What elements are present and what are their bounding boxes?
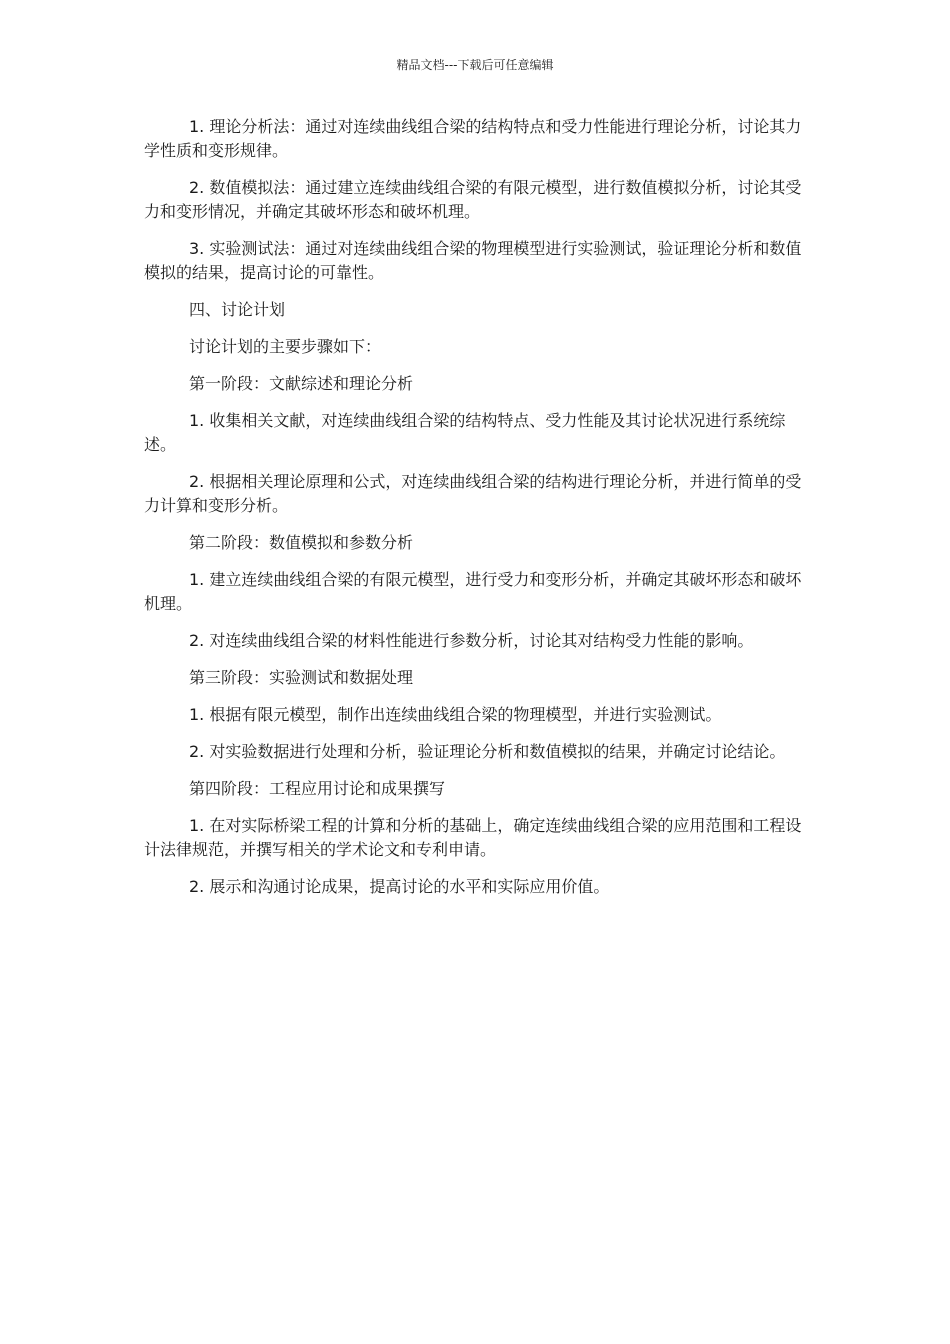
- stage-heading-1: 第一阶段：文献综述和理论分析: [189, 374, 414, 393]
- stage-heading-3: 第三阶段：实验测试和数据处理: [189, 668, 414, 687]
- stage-1-item-1: 1. 收集相关文献，对连续曲线组合梁的结构特点、受力性能及其讨论状况进行系统综述。: [144, 411, 786, 454]
- stage-2-item-1: 1. 建立连续曲线组合梁的有限元模型，进行受力和变形分析，并确定其破坏形态和破坏机理。: [144, 570, 802, 613]
- section-heading-plan: 四、讨论计划: [189, 300, 286, 319]
- page-header: 精品文档---下载后可任意编辑: [396, 58, 554, 72]
- paragraph-method-numerical: 2. 数值模拟法：通过建立连续曲线组合梁的有限元模型，进行数值模拟分析，讨论其受力和变形情况，并确定其破坏形态和破坏机理。: [144, 178, 802, 221]
- stage-heading-2: 第二阶段：数值模拟和参数分析: [189, 533, 414, 552]
- document-body: [144, 115, 804, 912]
- stage-3-item-2: 2. 对实验数据进行处理和分析，验证理论分析和数值模拟的结果，并确定讨论结论。: [189, 742, 786, 761]
- stage-2-item-2: 2. 对连续曲线组合梁的材料性能进行参数分析，讨论其对结构受力性能的影响。: [189, 631, 754, 650]
- stage-heading-4: 第四阶段：工程应用讨论和成果撰写: [189, 779, 446, 798]
- stage-4-item-1: 1. 在对实际桥梁工程的计算和分析的基础上，确定连续曲线组合梁的应用范围和工程设计法律规范，并撰写相关的学术论文和专利申请。: [144, 816, 802, 859]
- paragraph-method-theory: 1. 理论分析法：通过对连续曲线组合梁的结构特点和受力性能进行理论分析，讨论其力学性质和变形规律。: [144, 117, 802, 160]
- stage-1-item-2: 2. 根据相关理论原理和公式，对连续曲线组合梁的结构进行理论分析，并进行简单的受力计算和变形分析。: [144, 472, 802, 515]
- stage-4-item-2: 2. 展示和沟通讨论成果，提高讨论的水平和实际应用价值。: [189, 877, 610, 896]
- paragraph-plan-intro: 讨论计划的主要步骤如下：: [189, 337, 382, 356]
- paragraph-method-experiment: 3. 实验测试法：通过对连续曲线组合梁的物理模型进行实验测试，验证理论分析和数值模拟的结果，提高讨论的可靠性。: [144, 239, 802, 282]
- stage-3-item-1: 1. 根据有限元模型，制作出连续曲线组合梁的物理模型，并进行实验测试。: [189, 705, 722, 724]
